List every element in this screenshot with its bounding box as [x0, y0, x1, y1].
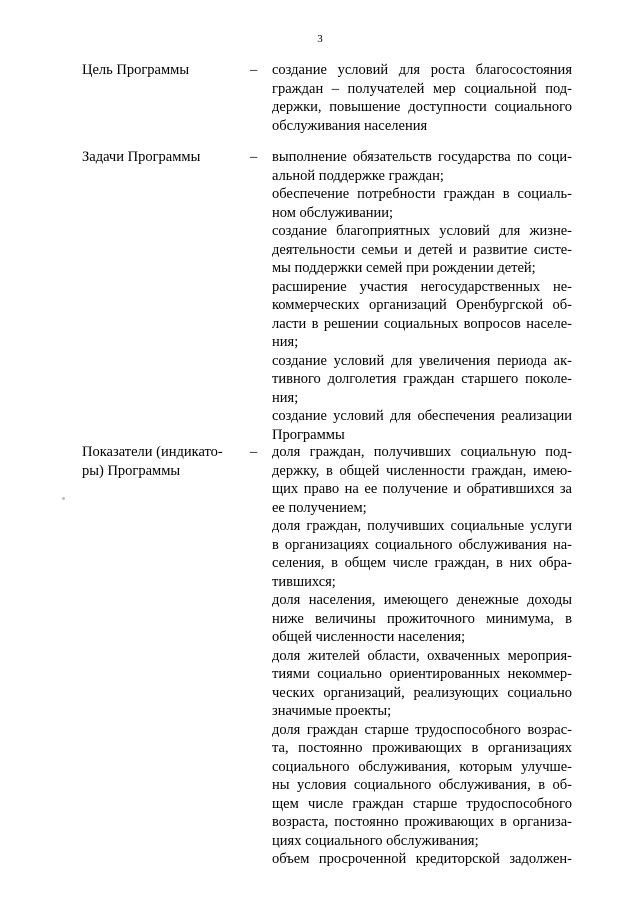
text-line: та, постоянно проживающих в организациях [272, 740, 572, 756]
text-line: расширение участия негосударственных не- [272, 278, 572, 295]
label-line: Задачи Программы [82, 149, 201, 165]
text-line: доля граждан, получивших социальную под- [272, 444, 572, 460]
text-line: держку, в общей численности граждан, имею- [272, 462, 572, 479]
text-line: доля жителей области, охваченных мероприя- [272, 647, 572, 664]
text-line: альной поддержке граждан; [272, 167, 444, 184]
page-number: 3 [317, 33, 323, 45]
text-line: селения, в общем числе граждан, в них обра- [272, 555, 572, 571]
text-line: возраста, постоянно проживающих в организа- [272, 814, 572, 830]
text-line: держки, повышение доступности социального [272, 99, 572, 115]
text-line: ласти в решении социальных вопросов населе- [272, 315, 572, 332]
text-line: значимые проекты; [272, 703, 392, 719]
section-label [82, 443, 244, 480]
text-line: в организациях социального обслуживания на- [272, 536, 572, 553]
text-line: социального обслуживания, которым улучше- [272, 758, 572, 775]
text-line: обслуживания населения [272, 117, 428, 134]
text-line: общей численности населения; [272, 629, 466, 645]
section-content [272, 61, 572, 135]
section-label [82, 61, 244, 80]
text-line: тившихся; [272, 573, 336, 590]
text-line: ее получением; [272, 499, 367, 516]
text-line: щем числе граждан старше трудоспособного [272, 795, 572, 812]
margin-mark [62, 497, 65, 500]
section-content [272, 443, 572, 869]
text-line: ческих организаций, реализующих социально [272, 684, 572, 701]
section-dash: – [250, 444, 258, 460]
text-line: ном обслуживании; [272, 204, 394, 221]
text-line: ны условия социального обслуживания, в об- [272, 777, 572, 793]
section-dash: – [250, 149, 258, 165]
text-line: циях социального обслуживания; [272, 832, 479, 849]
label-line: ры) Программы [82, 462, 181, 479]
text-line: создание условий для обеспечения реализации [272, 408, 572, 424]
text-line: создание благоприятных условий для жизне- [272, 223, 572, 239]
text-line: обеспечение потребности граждан в социаль- [272, 186, 572, 202]
text-line: ниже величины прожиточного минимума, в [272, 610, 572, 627]
text-line: ния; [272, 334, 299, 350]
text-line: создание условий для роста благосостояния [272, 62, 572, 78]
text-line: доля граждан старше трудоспособного возрас- [272, 721, 572, 738]
text-line: объем просроченной кредиторской задолжен- [272, 851, 572, 867]
section-label [82, 148, 244, 167]
text-line: доля граждан, получивших социальные услуги [272, 518, 572, 534]
text-line: коммерческих организаций Оренбургской об- [272, 297, 572, 313]
text-line: тивного долголетия граждан старшего поколе- [272, 371, 572, 387]
section-dash: – [250, 62, 258, 78]
text-line: выполнение обязательств государства по соци- [272, 149, 572, 165]
text-line: мы поддержки семей при рождении детей; [272, 260, 536, 276]
text-line: Программы [272, 426, 345, 443]
label-line: Цель Программы [82, 62, 190, 78]
text-line: создание условий для увеличения периода ак- [272, 352, 572, 369]
text-line: ния; [272, 389, 299, 406]
text-line: доля населения, имеющего денежные доходы [272, 592, 572, 608]
text-line: граждан – получателей мер социальной под- [272, 80, 572, 97]
text-line: щих право на ее получение и обратившихся за [272, 481, 572, 497]
text-line: тиями социально ориентированных некоммер- [272, 666, 572, 682]
text-line: деятельности семьи и детей и развитие систе- [272, 241, 572, 258]
section-content [272, 148, 572, 444]
label-line: Показатели (индикато- [82, 444, 223, 460]
